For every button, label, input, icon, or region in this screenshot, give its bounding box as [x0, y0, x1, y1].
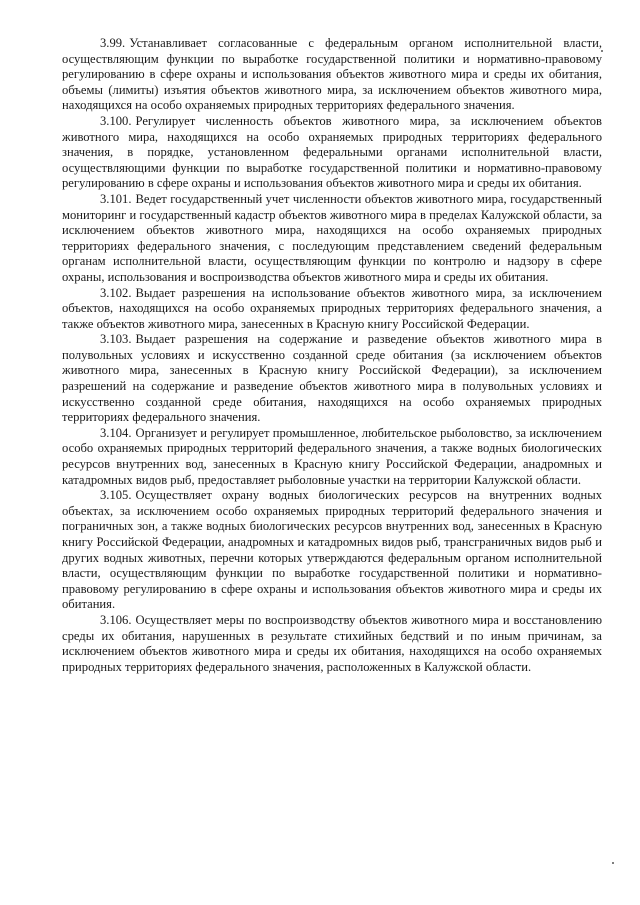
paragraph-text: Регулирует численность объектов животного мира, за исключением объектов животного мира, находящихся на особо охраняемых природных территориях федерального значения, в порядке, установленном федеральными органами исполнительной власти, осуществляющими функции по выработке государственной политики и нормативно-правовому регулированию в сфере охраны и использования объектов животного мира и среды их обитания. [62, 113, 602, 191]
paragraph-3-104 [62, 426, 602, 488]
paragraph-number: 3.104. [100, 425, 132, 440]
paragraph-3-103 [62, 332, 602, 426]
paragraph-text: Организует и регулирует промышленное, любительское рыболовство, за исключением особо охраняемых природных территорий федерального значения, а также водных биологических ресурсов внутренних вод, занесенных в Красную книгу Российской Федерации, анадромных и катадромных видов рыб, предоставляет рыболовные участки на территории Калужской области. [62, 425, 602, 487]
paragraph-number: 3.106. [100, 612, 132, 627]
paragraph-3-105 [62, 488, 602, 613]
paragraph-number: 3.105. [100, 488, 132, 503]
paragraph-text: Осуществляет охрану водных биологических ресурсов на внутренних водных объектах, за исключением особо охраняемых природных территорий федерального значения и пограничных зон, а также водных биологических ресурсов внутренних вод, занесенных в Красную книгу Российской Федерации, анадромных и катадромных видов рыб, трансграничных видов рыб и других водных животных, перечни которых утверждаются федеральным органом исполнительной власти, осуществляющим функции по выработке государственной политики и нормативно-правовому регулированию в сфере охраны и использования объектов животного мира и среды их обитания. [62, 488, 602, 612]
paragraph-number: 3.102. [100, 285, 132, 300]
paragraph-3-106 [62, 613, 602, 675]
paragraph-text: Осуществляет меры по воспроизводству объектов животного мира и восстановлению среды их обитания, нарушенных в результате стихийных бедствий и по иным причинам, за исключением объектов животного мира и среды их обитания, находящихся на особо охраняемых природных территориях федерального значения, расположенных в Калужской области. [62, 612, 602, 674]
paragraph-3-99 [62, 36, 602, 114]
paragraph-number: 3.101. [100, 191, 132, 206]
paragraph-text: Устанавливает согласованные с федеральным органом исполнительной власти, осуществляющим функции по выработке государственной политики и нормативно-правовому регулированию в сфере охраны и использования объектов животного мира и среды их обитания, объемы (лимиты) изъятия объектов животного мира, за исключением объектов животного мира, находящихся на особо охраняемых природных территориях федерального значения. [62, 36, 602, 113]
paragraph-number: 3.103. [100, 332, 132, 347]
paragraph-3-102 [62, 286, 602, 333]
paragraph-number: 3.100. [100, 113, 132, 128]
paragraph-3-100 [62, 114, 602, 192]
scan-speck [612, 862, 614, 864]
scan-speck [601, 50, 603, 52]
paragraph-text: Ведет государственный учет численности объектов животного мира, государственный мониторинг и государственный кадастр объектов животного мира в пределах Калужской области, за исключением объектов животного мира, находящихся на особо охраняемых природных территориях федерального значения, с последующим представлением сведений федеральным органам исполнительной власти, осуществляющим функции по контролю и надзору в сфере охраны, использования и воспроизводства объектов животного мира и среды их обитания. [62, 191, 602, 284]
paragraph-number: 3.99. [100, 36, 126, 50]
document-body [62, 36, 602, 675]
paragraph-3-101 [62, 192, 602, 286]
paragraph-text: Выдает разрешения на содержание и разведение объектов животного мира в полувольных условиях и искусственно созданной среде обитания (за исключением объектов животного мира, занесенных в Красную книгу Российской Федерации), за исключением разрешений на содержание и разведение объектов животного мира в полувольных условиях и искусственно созданной среде обитания, находящихся на особо охраняемых природных территориях федерального значения. [62, 332, 602, 425]
paragraph-text: Выдает разрешения на использование объектов животного мира, за исключением объектов, находящихся на особо охраняемых природных территориях федерального значения, а также объектов животного мира, занесенных в Красную книгу Российской Федерации. [62, 285, 602, 331]
